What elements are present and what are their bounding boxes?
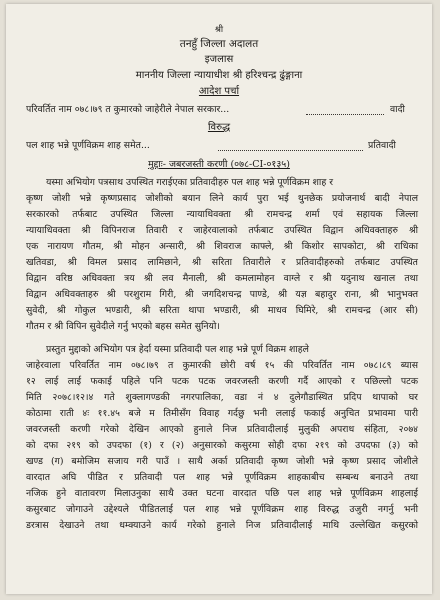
paragraph-line: खतिवडा, श्री विमल प्रसाद लामिछाने, श्री सरिता तिवारीले र प्रतिवादीहरुको तर्फबाट उपस्थित (26, 257, 418, 268)
plaintiff-dotted-line (306, 114, 384, 115)
paragraph-line: गौतम र श्री विपिन सुवेदीले गर्नु भएको बहस समेत सुनियो। (26, 321, 220, 332)
paragraph-line: एक नारायण गौतम, श्री मोहन अन्सारी, श्री शिवराज काफ्ले, श्री किशोर सापकोटा, श्री राधिका (26, 241, 418, 252)
defendant-text: पल शाह भन्ने पूर्णविक्रम शाह समेत... (26, 140, 150, 151)
bench-title: इजलास (204, 54, 234, 65)
versus-label: विरुद्ध (207, 122, 231, 133)
paragraph-line: १२ लाई लाई फकाई पहिले पनि पटक पटक जवरजस्ती करणी गर्दै आएको र पछिल्लो पटक (26, 376, 418, 387)
plaintiff-text: परिवर्तित नाम ०७८।७९ त कुमारको जाहेरीले नेपाल सरकार... (26, 104, 230, 115)
court-name: तनहुँ जिल्ला अदालत (179, 38, 259, 50)
paragraph-line: डरत्रास देखाउने तथा धम्क्याउने कार्य गरेको हुनाले निज प्रतिवादीलाई माथि उल्लेखित कसुरको (26, 520, 418, 531)
paragraph-line: प्रस्तुत मुद्दाको अभियोग पत्र हेर्दा यस्मा प्रतिवादी पल शाह भन्ने पूर्ण विक्रम शाहले (46, 344, 309, 355)
paragraph-line: वारदात अघि पीडित र प्रतिवादी पल शाह भन्ने पूर्णविक्रम शाहकाबीच सम्बन्ध बनाउने तथा (26, 472, 418, 483)
paragraph-line: सरकारको तर्फबाट उपस्थित जिल्ला न्यायाधिवक्ता श्री रामचन्द्र शर्मा एवं सहायक जिल्ला (26, 209, 418, 220)
paragraph-line: को दफा २१९ को उपदफा (१) र (२) अनुसारको कसुरमा सोही दफा २१९ को उपदफा (३) को (26, 440, 418, 451)
court-order-page (6, 4, 432, 594)
paragraph-line: जाहेरवाला परिवर्तित नाम ०७८।७९ त कुमारकी छोरी वर्ष १५ की परिवर्तित नाम ०७८।८९ ब्यास (26, 360, 418, 371)
judge-name: माननीय जिल्ला न्यायाधीश श्री हरिश्चन्द्र ढुंङ्गाना (135, 70, 303, 81)
paragraph-line: कोठामा राती ४ः ११.४५ बजे म तिमीसँग विवाह गर्दछु भनी ललाई फकाई अनुचित प्रभावमा पारी (26, 408, 418, 419)
paragraph-line: सुवेदी, श्री गोकुल भण्डारी, श्री सरिता थापा भण्डारी, श्री माधव घिमिरे, श्री रामचन्द्र (आर सी) (26, 305, 418, 316)
defendant-dotted-line (218, 150, 363, 151)
paragraph-line: यस्मा अभियोग पत्रसाथ उपस्थित गराईएका प्रतिवादीहरु पल शाह भन्ने पूर्णविक्रम शाह र (46, 177, 334, 188)
paragraph-line: खण्ड (ग) बमोजिम सजाय गरी पाउँ । साथै अर्का प्रतिवादी कृष्ण जोशी भन्ने कृष्ण प्रसाद जोशीले (26, 456, 418, 467)
paragraph-line: जवरजस्ती करणी गरेको देखिन आएको हुनाले निज प्रतिवादीलाई मुलुकी अपराध संहिता, २०७४ (26, 424, 418, 435)
plaintiff-label: वादी (390, 104, 405, 115)
case-title: मुद्दाः- जबरजस्ती करणी (०७८-CI-०१३५) (148, 159, 290, 170)
paragraph-line: कृष्ण जोशी भन्ने कृष्णप्रसाद जोशीको बयान लिने कार्य पुरा भई थुनछेक प्रयोजनार्थ बादी नेपाल (26, 193, 418, 204)
order-title: आदेश पर्चा (198, 86, 240, 97)
paragraph-line: न्यायाधिवक्ता श्री विपिनराज तिवारी र जाहेरवालाको तर्फबाट उपस्थित विद्वान अधिवक्ताहरु श्री (26, 225, 418, 236)
header-mark: श्री (214, 25, 224, 35)
paragraph-line: कसुरबाट जोगाउने उद्देश्यले पीडितलाई पल शाह भन्ने पूर्णविक्रम शाह विरुद्ध उजुरी नगर्नु भनी (26, 504, 418, 515)
defendant-label: प्रतिवादी (368, 140, 396, 151)
paragraph-line: विद्वान वरिष्ठ अधिवक्ता त्रय श्री लव मैनाली, श्री कमलामोहन वाग्ले र श्री यदुनाथ खनाल तथा (26, 273, 418, 284)
paragraph-line: नजिक हुने वातावरण मिलाउनुका साथै उक्त घटना वारदात पछि पल शाह भन्ने पूर्णविक्रम शाहलाई (26, 488, 418, 499)
paragraph-line: मिति २०७८।१२।४ गते शुक्लागण्डकी नगरपालिका, वडा नं ४ दुलेगौडास्थित प्रदिप थापाको घर (26, 392, 418, 403)
paragraph-line: विद्वान अधिवक्ताहरु श्री परशुराम गिरी, श्री जगदिशचन्द्र पाण्डे, श्री यज्ञ बहादुर राना, श्री भानुभक्त (26, 289, 418, 300)
